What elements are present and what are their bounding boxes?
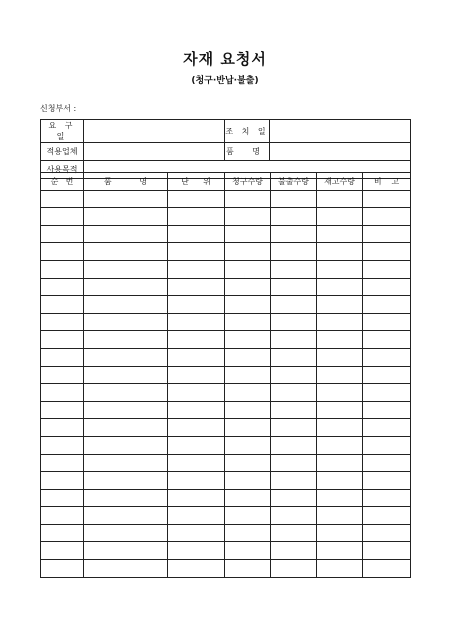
unit-cell[interactable]: [168, 419, 225, 437]
issued-qty-cell[interactable]: [271, 313, 317, 331]
issued-qty-cell[interactable]: [271, 190, 317, 208]
applicable-company-field[interactable]: [84, 143, 225, 161]
item-cell[interactable]: [84, 296, 168, 314]
items-header-row: [41, 173, 411, 191]
item-cell[interactable]: [84, 489, 168, 507]
remarks-cell[interactable]: [363, 278, 411, 296]
department-label: 신청부서 :: [40, 104, 77, 113]
item-cell[interactable]: [84, 472, 168, 490]
col-number-header: 순 번: [41, 173, 84, 191]
number-cell[interactable]: [41, 313, 84, 331]
request-date-row: [41, 120, 411, 143]
requested-qty-cell[interactable]: [225, 542, 271, 560]
remarks-cell[interactable]: [363, 507, 411, 525]
table-row: [41, 560, 411, 578]
unit-cell[interactable]: [168, 366, 225, 384]
requested-qty-cell[interactable]: [225, 507, 271, 525]
requested-qty-cell[interactable]: [225, 384, 271, 402]
item-name-label: 품 명: [225, 143, 270, 161]
requested-qty-cell[interactable]: [225, 436, 271, 454]
issued-qty-cell[interactable]: [271, 472, 317, 490]
unit-cell[interactable]: [168, 243, 225, 261]
number-cell[interactable]: [41, 507, 84, 525]
stock-qty-cell[interactable]: [317, 472, 363, 490]
item-rows: [41, 190, 411, 577]
number-cell[interactable]: [41, 243, 84, 261]
number-cell[interactable]: [41, 436, 84, 454]
unit-cell[interactable]: [168, 436, 225, 454]
issued-qty-cell[interactable]: [271, 366, 317, 384]
unit-cell[interactable]: [168, 454, 225, 472]
stock-qty-cell[interactable]: [317, 419, 363, 437]
unit-cell[interactable]: [168, 296, 225, 314]
stock-qty-cell[interactable]: [317, 296, 363, 314]
issued-qty-cell[interactable]: [271, 401, 317, 419]
requested-qty-cell[interactable]: [225, 472, 271, 490]
company-row: [41, 143, 411, 161]
table-row: [41, 348, 411, 366]
items-table: [40, 172, 411, 578]
requested-qty-cell[interactable]: [225, 489, 271, 507]
remarks-cell[interactable]: [363, 348, 411, 366]
issued-qty-cell[interactable]: [271, 419, 317, 437]
document-title: 자재 요청서: [183, 50, 267, 68]
requested-qty-cell[interactable]: [225, 524, 271, 542]
remarks-cell[interactable]: [363, 419, 411, 437]
requested-qty-cell[interactable]: [225, 208, 271, 226]
issued-qty-cell[interactable]: [271, 436, 317, 454]
number-cell[interactable]: [41, 190, 84, 208]
issued-qty-cell[interactable]: [271, 524, 317, 542]
unit-cell[interactable]: [168, 489, 225, 507]
unit-cell[interactable]: [168, 313, 225, 331]
requested-qty-cell[interactable]: [225, 560, 271, 578]
col-unit-header: 단 위: [168, 173, 225, 191]
unit-cell[interactable]: [168, 225, 225, 243]
requested-qty-cell[interactable]: [225, 225, 271, 243]
remarks-cell[interactable]: [363, 208, 411, 226]
requested-qty-cell[interactable]: [225, 331, 271, 349]
item-cell[interactable]: [84, 331, 168, 349]
requested-qty-cell[interactable]: [225, 348, 271, 366]
remarks-cell[interactable]: [363, 313, 411, 331]
stock-qty-cell[interactable]: [317, 542, 363, 560]
stock-qty-cell[interactable]: [317, 225, 363, 243]
number-cell[interactable]: [41, 419, 84, 437]
issued-qty-cell[interactable]: [271, 243, 317, 261]
unit-cell[interactable]: [168, 542, 225, 560]
unit-cell[interactable]: [168, 401, 225, 419]
col-requested-qty-header: 청구수량: [225, 173, 271, 191]
issued-qty-cell[interactable]: [271, 225, 317, 243]
number-cell[interactable]: [41, 454, 84, 472]
table-row: [41, 472, 411, 490]
requested-qty-cell[interactable]: [225, 401, 271, 419]
requested-qty-cell[interactable]: [225, 419, 271, 437]
number-cell[interactable]: [41, 542, 84, 560]
issued-qty-cell[interactable]: [271, 331, 317, 349]
stock-qty-cell[interactable]: [317, 243, 363, 261]
table-row: [41, 542, 411, 560]
stock-qty-cell[interactable]: [317, 384, 363, 402]
issued-qty-cell[interactable]: [271, 208, 317, 226]
item-cell[interactable]: [84, 190, 168, 208]
table-row: [41, 436, 411, 454]
procurement-date-field[interactable]: [270, 120, 411, 143]
remarks-cell[interactable]: [363, 472, 411, 490]
issued-qty-cell[interactable]: [271, 507, 317, 525]
issued-qty-cell[interactable]: [271, 278, 317, 296]
remarks-cell[interactable]: [363, 401, 411, 419]
table-row: [41, 260, 411, 278]
col-issued-qty-header: 불출수량: [271, 173, 317, 191]
number-cell[interactable]: [41, 225, 84, 243]
table-row: [41, 208, 411, 226]
remarks-cell[interactable]: [363, 524, 411, 542]
col-stock-qty-header: 재고수량: [317, 173, 363, 191]
remarks-cell[interactable]: [363, 243, 411, 261]
request-date-field[interactable]: [84, 120, 225, 143]
item-cell[interactable]: [84, 419, 168, 437]
table-row: [41, 225, 411, 243]
item-cell[interactable]: [84, 524, 168, 542]
issued-qty-cell[interactable]: [271, 260, 317, 278]
procurement-date-label: 조 치 일: [225, 120, 270, 143]
remarks-cell[interactable]: [363, 436, 411, 454]
remarks-cell[interactable]: [363, 384, 411, 402]
table-row: [41, 366, 411, 384]
number-cell[interactable]: [41, 296, 84, 314]
table-row: [41, 524, 411, 542]
requested-qty-cell[interactable]: [225, 296, 271, 314]
unit-cell[interactable]: [168, 348, 225, 366]
number-cell[interactable]: [41, 384, 84, 402]
item-cell[interactable]: [84, 260, 168, 278]
table-row: [41, 419, 411, 437]
item-cell[interactable]: [84, 225, 168, 243]
stock-qty-cell[interactable]: [317, 260, 363, 278]
unit-cell[interactable]: [168, 507, 225, 525]
item-cell[interactable]: [84, 436, 168, 454]
item-cell[interactable]: [84, 560, 168, 578]
table-row: [41, 278, 411, 296]
unit-cell[interactable]: [168, 384, 225, 402]
number-cell[interactable]: [41, 208, 84, 226]
number-cell[interactable]: [41, 489, 84, 507]
remarks-cell[interactable]: [363, 190, 411, 208]
table-row: [41, 331, 411, 349]
item-cell[interactable]: [84, 454, 168, 472]
remarks-cell[interactable]: [363, 560, 411, 578]
issued-qty-cell[interactable]: [271, 542, 317, 560]
number-cell[interactable]: [41, 348, 84, 366]
issued-qty-cell[interactable]: [271, 454, 317, 472]
remarks-cell[interactable]: [363, 331, 411, 349]
request-date-label: 요 구 일: [41, 120, 84, 143]
remarks-cell[interactable]: [363, 489, 411, 507]
col-item-header: 품 명: [84, 173, 168, 191]
stock-qty-cell[interactable]: [317, 560, 363, 578]
number-cell[interactable]: [41, 278, 84, 296]
stock-qty-cell[interactable]: [317, 313, 363, 331]
remarks-cell[interactable]: [363, 454, 411, 472]
applicable-company-label: 적용업체: [41, 143, 84, 161]
item-cell[interactable]: [84, 313, 168, 331]
requested-qty-cell[interactable]: [225, 366, 271, 384]
requested-qty-cell[interactable]: [225, 243, 271, 261]
remarks-cell[interactable]: [363, 542, 411, 560]
stock-qty-cell[interactable]: [317, 366, 363, 384]
table-row: [41, 243, 411, 261]
unit-cell[interactable]: [168, 472, 225, 490]
purpose-label: 사용목적: [41, 161, 84, 179]
number-cell[interactable]: [41, 472, 84, 490]
requested-qty-cell[interactable]: [225, 260, 271, 278]
unit-cell[interactable]: [168, 331, 225, 349]
table-row: [41, 489, 411, 507]
requested-qty-cell[interactable]: [225, 190, 271, 208]
table-row: [41, 384, 411, 402]
stock-qty-cell[interactable]: [317, 208, 363, 226]
item-cell[interactable]: [84, 507, 168, 525]
table-row: [41, 313, 411, 331]
item-cell[interactable]: [84, 542, 168, 560]
issued-qty-cell[interactable]: [271, 489, 317, 507]
stock-qty-cell[interactable]: [317, 436, 363, 454]
document-subtitle: (청구·반납·불출): [191, 76, 259, 86]
stock-qty-cell[interactable]: [317, 401, 363, 419]
stock-qty-cell[interactable]: [317, 454, 363, 472]
stock-qty-cell[interactable]: [317, 278, 363, 296]
table-row: [41, 190, 411, 208]
col-remarks-header: 비 고: [363, 173, 411, 191]
requested-qty-cell[interactable]: [225, 454, 271, 472]
item-cell[interactable]: [84, 401, 168, 419]
item-cell[interactable]: [84, 208, 168, 226]
number-cell[interactable]: [41, 524, 84, 542]
number-cell[interactable]: [41, 560, 84, 578]
number-cell[interactable]: [41, 401, 84, 419]
remarks-cell[interactable]: [363, 296, 411, 314]
item-name-field[interactable]: [270, 143, 411, 161]
issued-qty-cell[interactable]: [271, 384, 317, 402]
unit-cell[interactable]: [168, 560, 225, 578]
issued-qty-cell[interactable]: [271, 348, 317, 366]
number-cell[interactable]: [41, 366, 84, 384]
stock-qty-cell[interactable]: [317, 524, 363, 542]
requested-qty-cell[interactable]: [225, 313, 271, 331]
table-row: [41, 454, 411, 472]
remarks-cell[interactable]: [363, 260, 411, 278]
table-row: [41, 507, 411, 525]
stock-qty-cell[interactable]: [317, 331, 363, 349]
unit-cell[interactable]: [168, 278, 225, 296]
item-cell[interactable]: [84, 278, 168, 296]
number-cell[interactable]: [41, 331, 84, 349]
unit-cell[interactable]: [168, 190, 225, 208]
issued-qty-cell[interactable]: [271, 560, 317, 578]
requested-qty-cell[interactable]: [225, 278, 271, 296]
table-row: [41, 401, 411, 419]
request-info-table: [40, 119, 411, 179]
remarks-cell[interactable]: [363, 366, 411, 384]
stock-qty-cell[interactable]: [317, 348, 363, 366]
item-cell[interactable]: [84, 384, 168, 402]
unit-cell[interactable]: [168, 260, 225, 278]
stock-qty-cell[interactable]: [317, 507, 363, 525]
table-row: [41, 296, 411, 314]
item-cell[interactable]: [84, 348, 168, 366]
number-cell[interactable]: [41, 260, 84, 278]
stock-qty-cell[interactable]: [317, 489, 363, 507]
item-cell[interactable]: [84, 366, 168, 384]
unit-cell[interactable]: [168, 208, 225, 226]
remarks-cell[interactable]: [363, 225, 411, 243]
stock-qty-cell[interactable]: [317, 190, 363, 208]
issued-qty-cell[interactable]: [271, 296, 317, 314]
item-cell[interactable]: [84, 243, 168, 261]
unit-cell[interactable]: [168, 524, 225, 542]
